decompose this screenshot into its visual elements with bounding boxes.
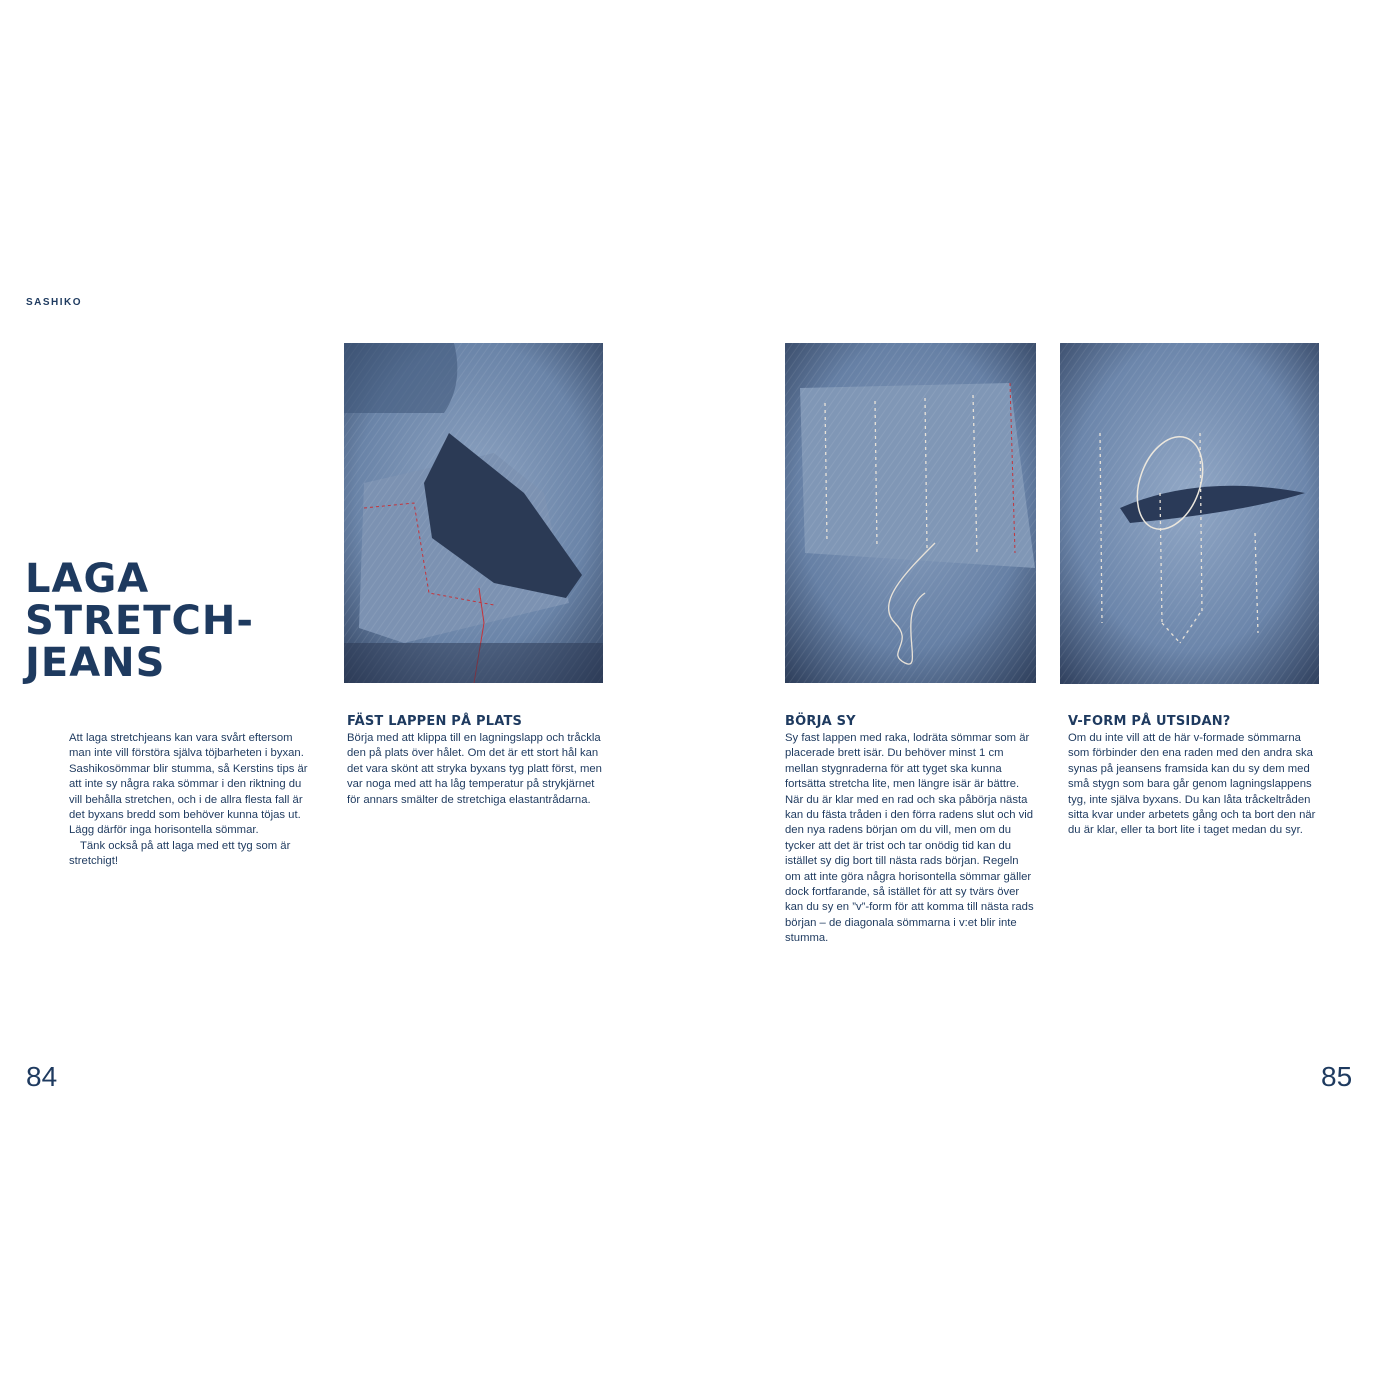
step-text: Om du inte vill att de här v-formade sömmarna som förbinder den ena raden med den andra ska synas på jeansens framsida kan du sy dem med små stygn som bara går genom lagningslappens tyg, inte själva byxans. Du kan låta tråckeltråden sitta kvar under arbetets gång och ta bort den när du är klar, eller ta bort lite i taget medan du syr. (1068, 732, 1316, 837)
intro-text (69, 731, 315, 870)
step-column (347, 714, 609, 808)
page-number-right: 85 (1321, 1061, 1353, 1092)
step-heading: V-FORM PÅ UTSIDAN? (1068, 714, 1231, 729)
page-title (25, 558, 325, 684)
intro-paragraph: Tänk också på att laga med ett tyg som är stretchigt! (69, 839, 291, 868)
page-number-left: 84 (26, 1061, 58, 1092)
step-column (1068, 714, 1324, 839)
step-column (785, 714, 1037, 947)
photo-v-form-stitches (1060, 343, 1319, 684)
step-text: Sy fast lappen med raka, lodräta sömmar som är placerade brett isär. Du behöver minst 1 cm mellan stygnraderna för att tyget ska kunna fortsätta stretcha lite, men längre isär är bättre. När du är klar med en rad och ska påbörja nästa kan du fästa tråden i den förra radens slut och vid den nya radens början om du vill, men om du tycker att det är trist och tar onödig tid kan du istället sy dig bort till nästa rads början. Regeln om att inte göra några horisontella sömmar gäller dock fortfarande, så istället för att sy tvärs över kan du sy en ”v”-form för att komma till nästa rads början – de diagonala sömmarna i v:et blir inte stumma. (785, 732, 1034, 945)
title-line: JEANS (25, 640, 166, 686)
title-line: LAGA (25, 556, 150, 602)
title-line: STRETCH- (25, 598, 254, 644)
photo-patch-basting (344, 343, 603, 683)
photo-vertical-stitches (785, 343, 1036, 683)
step-heading: FÄST LAPPEN PÅ PLATS (347, 714, 523, 729)
step-heading: BÖRJA SY (785, 714, 856, 729)
intro-paragraph: Att laga stretchjeans kan vara svårt eftersom man inte vill förstöra själva töjbarheten i byxan. Sashikosömmar blir stumma, så Kerstins tips är att inte sy några raka sömmar i den riktning du vill behålla stretchen, och i de allra flesta fall är det byxans bredd som behöver kunna töjas ut. Lägg därför inga horisontella sömmar. (69, 732, 308, 837)
section-label: SASHIKO (26, 297, 83, 308)
step-text: Börja med att klippa till en lagningslapp och tråckla den på plats över hålet. Om det är ett stort hål kan det vara skönt att stryka byxans tyg platt först, men var noga med att ha låg temperatur på strykjärnet för annars smälter de stretchiga elastantrådarna. (347, 732, 602, 806)
